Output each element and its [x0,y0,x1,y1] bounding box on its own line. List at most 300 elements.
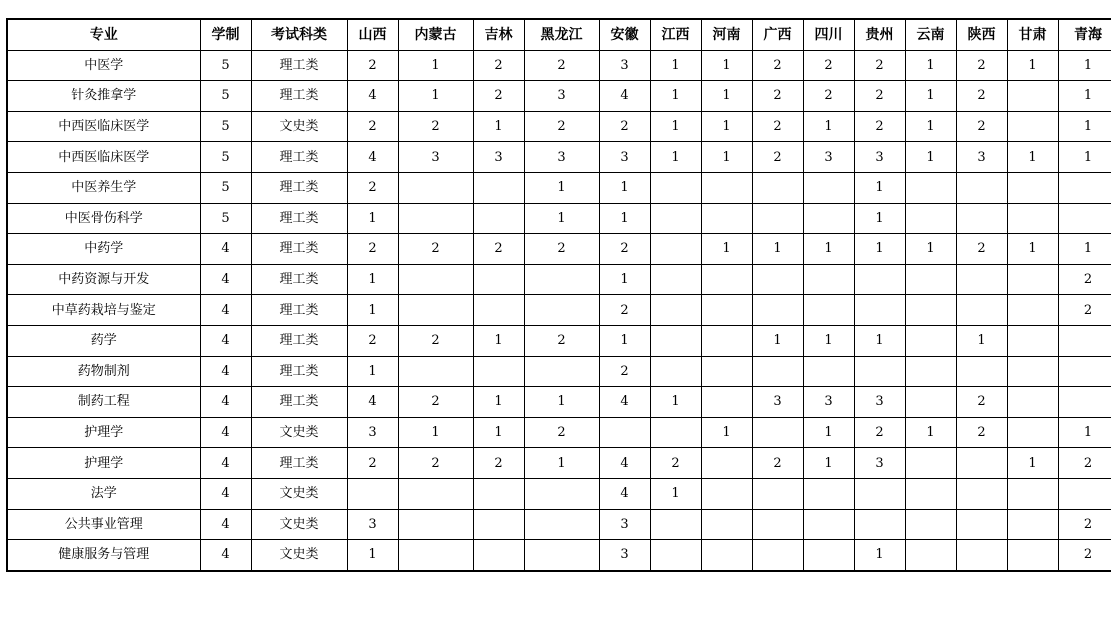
cell-heilongjiang: 1 [524,172,599,203]
cell-duration: 4 [200,417,251,448]
cell-jiangxi: 1 [650,142,701,173]
cell-duration: 4 [200,356,251,387]
cell-jiangxi: 1 [650,111,701,142]
table-row [7,234,1111,265]
cell-exam-category: 文史类 [251,478,347,509]
table-row [7,50,1111,81]
cell-inner-mongolia [398,509,473,540]
cell-qinghai [1058,387,1111,418]
cell-heilongjiang [524,509,599,540]
cell-sichuan [803,172,854,203]
cell-qinghai: 1 [1058,50,1111,81]
cell-anhui: 2 [599,295,650,326]
table-row [7,509,1111,540]
cell-major: 制药工程 [7,387,200,418]
cell-jiangxi: 1 [650,81,701,112]
cell-qinghai: 1 [1058,417,1111,448]
cell-sichuan [803,295,854,326]
cell-shanxi: 2 [347,234,398,265]
cell-major: 中西医临床医学 [7,111,200,142]
header-row [7,19,1111,50]
cell-jiangxi [650,540,701,571]
cell-guizhou: 1 [854,540,905,571]
cell-yunnan [905,448,956,479]
table-row [7,81,1111,112]
cell-jilin [473,264,524,295]
cell-guizhou: 2 [854,81,905,112]
cell-exam-category: 文史类 [251,111,347,142]
cell-gansu: 1 [1007,142,1058,173]
cell-anhui: 4 [599,478,650,509]
cell-duration: 5 [200,111,251,142]
cell-shanxi: 1 [347,295,398,326]
cell-exam-category: 理工类 [251,448,347,479]
cell-qinghai [1058,203,1111,234]
cell-sichuan: 1 [803,417,854,448]
cell-heilongjiang: 3 [524,81,599,112]
cell-shanxi: 2 [347,50,398,81]
cell-jiangxi [650,325,701,356]
cell-qinghai: 2 [1058,540,1111,571]
header-yunnan: 云南 [905,19,956,50]
cell-qinghai: 2 [1058,264,1111,295]
cell-yunnan: 1 [905,111,956,142]
cell-exam-category: 理工类 [251,264,347,295]
cell-qinghai: 2 [1058,448,1111,479]
cell-sichuan: 1 [803,234,854,265]
header-inner-mongolia: 内蒙古 [398,19,473,50]
cell-guangxi [752,172,803,203]
cell-exam-category: 文史类 [251,417,347,448]
cell-exam-category: 文史类 [251,509,347,540]
cell-gansu: 1 [1007,448,1058,479]
cell-qinghai: 1 [1058,81,1111,112]
table-header [7,19,1111,50]
cell-duration: 4 [200,509,251,540]
cell-guizhou: 3 [854,142,905,173]
cell-jilin [473,356,524,387]
cell-anhui [599,417,650,448]
cell-duration: 4 [200,448,251,479]
cell-shaanxi [956,448,1007,479]
cell-sichuan [803,264,854,295]
cell-gansu [1007,264,1058,295]
cell-duration: 5 [200,50,251,81]
cell-jilin: 2 [473,448,524,479]
cell-exam-category: 理工类 [251,387,347,418]
cell-yunnan [905,540,956,571]
cell-qinghai: 2 [1058,295,1111,326]
table-row [7,448,1111,479]
cell-major: 护理学 [7,448,200,479]
cell-inner-mongolia [398,264,473,295]
cell-anhui: 3 [599,142,650,173]
cell-inner-mongolia: 1 [398,417,473,448]
cell-shanxi: 1 [347,356,398,387]
cell-guizhou: 3 [854,387,905,418]
cell-major: 中草药栽培与鉴定 [7,295,200,326]
cell-major: 中药资源与开发 [7,264,200,295]
cell-guangxi: 1 [752,325,803,356]
cell-guangxi: 2 [752,142,803,173]
cell-anhui: 1 [599,325,650,356]
cell-gansu [1007,172,1058,203]
cell-jiangxi [650,295,701,326]
cell-shanxi: 4 [347,142,398,173]
cell-shaanxi [956,356,1007,387]
cell-qinghai [1058,356,1111,387]
cell-gansu [1007,295,1058,326]
cell-anhui: 1 [599,172,650,203]
cell-heilongjiang: 2 [524,417,599,448]
cell-guangxi [752,509,803,540]
cell-inner-mongolia [398,172,473,203]
cell-yunnan [905,264,956,295]
cell-anhui: 2 [599,356,650,387]
table-row [7,325,1111,356]
cell-guizhou: 2 [854,111,905,142]
cell-guizhou: 3 [854,448,905,479]
cell-shaanxi [956,264,1007,295]
cell-exam-category: 理工类 [251,81,347,112]
cell-anhui: 4 [599,81,650,112]
cell-shanxi: 2 [347,111,398,142]
cell-inner-mongolia [398,295,473,326]
cell-major: 药物制剂 [7,356,200,387]
cell-shaanxi: 2 [956,387,1007,418]
cell-shanxi: 2 [347,448,398,479]
cell-yunnan: 1 [905,50,956,81]
cell-guangxi: 2 [752,111,803,142]
cell-heilongjiang [524,478,599,509]
cell-yunnan [905,203,956,234]
cell-jiangxi [650,203,701,234]
cell-guizhou: 1 [854,325,905,356]
cell-jilin: 2 [473,50,524,81]
cell-guizhou: 2 [854,417,905,448]
cell-jiangxi [650,417,701,448]
cell-guizhou [854,356,905,387]
header-major: 专业 [7,19,200,50]
header-heilongjiang: 黑龙江 [524,19,599,50]
cell-exam-category: 理工类 [251,295,347,326]
cell-guangxi: 3 [752,387,803,418]
cell-henan [701,356,752,387]
cell-shaanxi: 1 [956,325,1007,356]
cell-inner-mongolia: 1 [398,81,473,112]
cell-exam-category: 理工类 [251,325,347,356]
cell-inner-mongolia [398,540,473,571]
cell-heilongjiang [524,356,599,387]
table-row [7,203,1111,234]
cell-anhui: 2 [599,234,650,265]
cell-heilongjiang: 2 [524,111,599,142]
cell-shanxi: 4 [347,387,398,418]
cell-jilin: 1 [473,111,524,142]
cell-heilongjiang: 1 [524,387,599,418]
cell-guangxi: 2 [752,81,803,112]
cell-henan [701,540,752,571]
cell-yunnan [905,356,956,387]
cell-sichuan: 1 [803,448,854,479]
cell-heilongjiang [524,295,599,326]
cell-gansu [1007,478,1058,509]
cell-jilin: 1 [473,325,524,356]
cell-shaanxi: 2 [956,417,1007,448]
cell-inner-mongolia: 2 [398,234,473,265]
cell-henan: 1 [701,417,752,448]
cell-heilongjiang: 2 [524,325,599,356]
cell-guizhou [854,478,905,509]
cell-heilongjiang [524,264,599,295]
cell-inner-mongolia [398,478,473,509]
cell-heilongjiang: 2 [524,50,599,81]
header-duration: 学制 [200,19,251,50]
cell-shaanxi: 2 [956,111,1007,142]
cell-duration: 4 [200,387,251,418]
cell-anhui: 1 [599,203,650,234]
cell-guizhou [854,509,905,540]
cell-shanxi: 1 [347,203,398,234]
cell-heilongjiang: 3 [524,142,599,173]
cell-duration: 5 [200,203,251,234]
table-row [7,111,1111,142]
cell-guangxi [752,264,803,295]
cell-yunnan [905,509,956,540]
cell-jiangxi [650,264,701,295]
cell-jiangxi [650,356,701,387]
table-row [7,387,1111,418]
header-shaanxi: 陕西 [956,19,1007,50]
header-gansu: 甘肃 [1007,19,1058,50]
table-row [7,356,1111,387]
cell-sichuan: 2 [803,81,854,112]
table-body [7,50,1111,571]
cell-yunnan [905,478,956,509]
cell-qinghai [1058,325,1111,356]
cell-henan: 1 [701,111,752,142]
cell-guizhou [854,295,905,326]
table-row [7,540,1111,571]
cell-yunnan: 1 [905,81,956,112]
cell-guizhou: 1 [854,203,905,234]
cell-jiangxi [650,234,701,265]
cell-guangxi: 2 [752,448,803,479]
cell-jilin [473,509,524,540]
cell-major: 法学 [7,478,200,509]
cell-shanxi: 3 [347,417,398,448]
cell-major: 针灸推拿学 [7,81,200,112]
cell-inner-mongolia: 2 [398,325,473,356]
cell-jilin: 1 [473,387,524,418]
cell-gansu [1007,387,1058,418]
cell-jilin: 1 [473,417,524,448]
cell-guizhou: 1 [854,234,905,265]
cell-shanxi: 3 [347,509,398,540]
cell-gansu [1007,509,1058,540]
cell-gansu: 1 [1007,50,1058,81]
cell-jiangxi: 1 [650,478,701,509]
cell-major: 药学 [7,325,200,356]
header-guangxi: 广西 [752,19,803,50]
cell-major: 中医骨伤科学 [7,203,200,234]
table-row [7,295,1111,326]
cell-sichuan: 2 [803,50,854,81]
cell-henan: 1 [701,142,752,173]
cell-yunnan [905,325,956,356]
header-jilin: 吉林 [473,19,524,50]
cell-major: 健康服务与管理 [7,540,200,571]
cell-shanxi: 2 [347,325,398,356]
cell-exam-category: 文史类 [251,540,347,571]
cell-exam-category: 理工类 [251,203,347,234]
cell-shaanxi [956,172,1007,203]
header-qinghai: 青海 [1058,19,1111,50]
cell-duration: 4 [200,264,251,295]
cell-henan: 1 [701,50,752,81]
cell-guangxi [752,417,803,448]
cell-major: 护理学 [7,417,200,448]
cell-sichuan: 3 [803,142,854,173]
cell-duration: 4 [200,478,251,509]
cell-inner-mongolia: 3 [398,142,473,173]
cell-jilin [473,478,524,509]
cell-guangxi [752,203,803,234]
cell-heilongjiang: 2 [524,234,599,265]
cell-shaanxi: 3 [956,142,1007,173]
cell-guangxi [752,356,803,387]
cell-duration: 4 [200,234,251,265]
quota-table-container [6,18,1111,572]
cell-inner-mongolia: 2 [398,448,473,479]
cell-qinghai: 2 [1058,509,1111,540]
cell-gansu [1007,417,1058,448]
cell-yunnan [905,295,956,326]
cell-yunnan [905,172,956,203]
cell-henan [701,203,752,234]
cell-qinghai: 1 [1058,142,1111,173]
cell-shaanxi [956,478,1007,509]
cell-jilin [473,540,524,571]
header-anhui: 安徽 [599,19,650,50]
cell-major: 中药学 [7,234,200,265]
cell-jiangxi: 1 [650,50,701,81]
cell-gansu [1007,203,1058,234]
cell-guizhou [854,264,905,295]
cell-yunnan: 1 [905,234,956,265]
cell-jiangxi: 1 [650,387,701,418]
cell-guizhou: 1 [854,172,905,203]
cell-guangxi [752,540,803,571]
cell-sichuan [803,203,854,234]
cell-inner-mongolia [398,356,473,387]
cell-jiangxi: 2 [650,448,701,479]
cell-anhui: 3 [599,540,650,571]
cell-exam-category: 理工类 [251,50,347,81]
cell-guangxi: 2 [752,50,803,81]
cell-shaanxi [956,509,1007,540]
cell-shanxi [347,478,398,509]
cell-guizhou: 2 [854,50,905,81]
cell-henan [701,509,752,540]
cell-exam-category: 理工类 [251,172,347,203]
cell-shaanxi [956,295,1007,326]
cell-qinghai [1058,172,1111,203]
cell-henan [701,448,752,479]
cell-shanxi: 1 [347,540,398,571]
cell-inner-mongolia: 2 [398,111,473,142]
cell-qinghai: 1 [1058,111,1111,142]
cell-jilin: 3 [473,142,524,173]
cell-shaanxi [956,540,1007,571]
header-jiangxi: 江西 [650,19,701,50]
cell-major: 中医学 [7,50,200,81]
cell-gansu: 1 [1007,234,1058,265]
cell-duration: 5 [200,142,251,173]
cell-shanxi: 4 [347,81,398,112]
header-shanxi: 山西 [347,19,398,50]
cell-anhui: 3 [599,509,650,540]
cell-duration: 4 [200,325,251,356]
cell-jiangxi [650,509,701,540]
cell-exam-category: 理工类 [251,142,347,173]
cell-gansu [1007,81,1058,112]
cell-henan [701,172,752,203]
cell-henan [701,478,752,509]
cell-henan [701,264,752,295]
cell-sichuan: 3 [803,387,854,418]
cell-shaanxi: 2 [956,50,1007,81]
cell-duration: 5 [200,81,251,112]
header-sichuan: 四川 [803,19,854,50]
cell-anhui: 1 [599,264,650,295]
header-henan: 河南 [701,19,752,50]
cell-yunnan: 1 [905,417,956,448]
cell-major: 公共事业管理 [7,509,200,540]
cell-duration: 4 [200,540,251,571]
cell-shaanxi: 2 [956,234,1007,265]
cell-guangxi [752,478,803,509]
cell-shaanxi: 2 [956,81,1007,112]
header-exam-category: 考试科类 [251,19,347,50]
cell-yunnan [905,387,956,418]
cell-anhui: 4 [599,387,650,418]
cell-sichuan [803,478,854,509]
cell-guangxi [752,295,803,326]
cell-gansu [1007,540,1058,571]
cell-inner-mongolia: 2 [398,387,473,418]
cell-shanxi: 2 [347,172,398,203]
table-row [7,172,1111,203]
cell-anhui: 4 [599,448,650,479]
cell-henan: 1 [701,234,752,265]
cell-jilin [473,172,524,203]
cell-sichuan [803,356,854,387]
cell-heilongjiang: 1 [524,448,599,479]
cell-henan: 1 [701,81,752,112]
cell-shaanxi [956,203,1007,234]
table-row [7,478,1111,509]
table-row [7,142,1111,173]
cell-guangxi: 1 [752,234,803,265]
cell-henan [701,387,752,418]
cell-exam-category: 理工类 [251,356,347,387]
cell-anhui: 2 [599,111,650,142]
cell-duration: 5 [200,172,251,203]
cell-yunnan: 1 [905,142,956,173]
cell-sichuan [803,540,854,571]
cell-jilin [473,295,524,326]
